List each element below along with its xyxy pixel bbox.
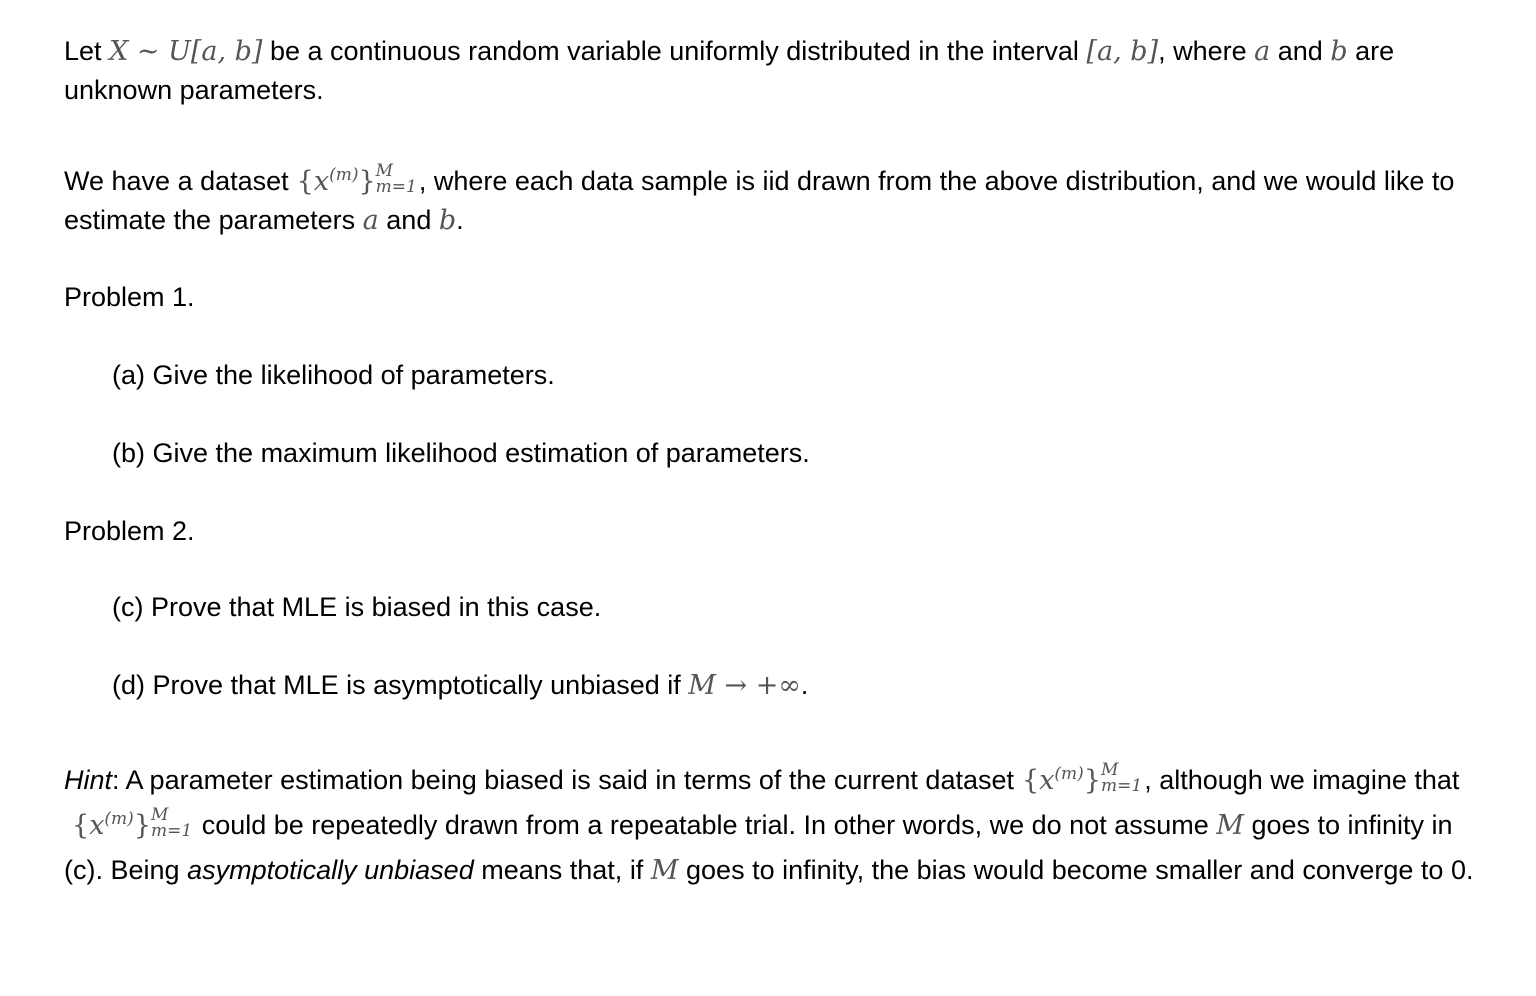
hint-text-a: : A parameter estimation being biased is said in terms of the current dataset: [112, 765, 1014, 795]
problem-item-d: [112, 666, 808, 705]
item-text: Give the likelihood of parameters.: [152, 360, 555, 390]
dataset-paragraph: [64, 162, 1484, 240]
hint-text-e: means that, if: [481, 855, 644, 885]
dataset-end: .: [456, 205, 464, 235]
item-label: (b): [112, 438, 145, 468]
hint-paragraph: [64, 758, 1484, 893]
param-a-math: a: [362, 205, 379, 236]
dataset-set-math: $\{x^{(m)}\}$ M m=1: [296, 160, 417, 197]
hint-text-b: , although we imagine that: [1144, 765, 1460, 795]
item-label: (a): [112, 360, 145, 390]
item-text: Give the maximum likelihood estimation of parameters.: [152, 438, 810, 468]
param-b-math: b: [1330, 36, 1348, 67]
interval-math: [a, b]: [1086, 36, 1159, 67]
item-text: Prove that MLE is biased in this case.: [151, 592, 602, 622]
intro-paragraph: [64, 32, 1484, 109]
param-a-math: a: [1254, 36, 1271, 67]
problem2-heading: Problem 2.: [64, 516, 195, 546]
problem-item-c: [112, 588, 601, 626]
item-text: Prove that MLE is asymptotically unbiased if: [152, 670, 681, 700]
intro-text-a: be a continuous random variable uniformly distributed in the interval: [269, 36, 1079, 66]
intro-text-c: are unknown parameters.: [64, 36, 1395, 105]
problem-item-a: [112, 356, 555, 394]
distribution-math: X ∼ U[a, b]: [109, 36, 263, 67]
dataset-set-math: $\{x^{(m)}\}$ M m=1: [72, 804, 193, 841]
item-end: .: [800, 670, 809, 700]
dataset-text-b: , where each data sample is iid drawn from the above distribution, and we would like to estimate the parameters: [64, 166, 1455, 235]
intro-text-b: , where: [1158, 36, 1247, 66]
item-label: (d): [112, 670, 145, 700]
m-variable-math: M: [1216, 810, 1244, 841]
intro-and: and: [1277, 36, 1323, 66]
param-b-math: b: [438, 205, 457, 236]
problem1-heading: Problem 1.: [64, 282, 195, 312]
intro-let: Let: [64, 36, 102, 66]
dataset-text-a: We have a dataset: [64, 166, 289, 196]
hint-emphasis: asymptotically unbiased: [187, 855, 474, 885]
m-variable-math: M: [650, 855, 679, 886]
dataset-set-math: $\{x^{(m)}\}$ M m=1: [1022, 759, 1143, 796]
limit-math: M → +∞: [688, 670, 801, 701]
hint-label: Hint: [64, 765, 113, 795]
dataset-and: and: [386, 205, 432, 235]
hint-text-d: goes to infinity in (c). Being: [64, 810, 1453, 885]
hint-text-f: goes to infinity, the bias would become smaller and converge to 0.: [686, 855, 1474, 885]
item-label: (c): [112, 592, 144, 622]
problem-item-b: [112, 434, 810, 472]
hint-text-c: could be repeatedly drawn from a repeatable trial. In other words, we do not assume: [201, 810, 1209, 840]
